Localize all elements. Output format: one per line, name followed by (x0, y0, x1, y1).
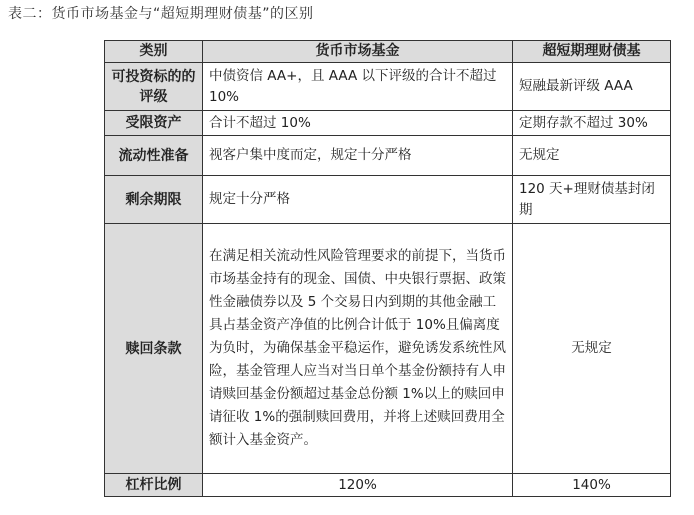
cell-ultra-remaining-maturity: 120 天+理财债基封闭期 (513, 176, 671, 224)
row-label-remaining-maturity: 剩余期限 (105, 176, 203, 224)
header-category: 类别 (105, 41, 203, 63)
cell-money-liquidity-reserve: 视客户集中度而定，规定十分严格 (203, 136, 513, 176)
row-label-leverage-ratio: 杠杆比例 (105, 474, 203, 497)
row-label-liquidity-reserve: 流动性准备 (105, 136, 203, 176)
row-label-redemption-terms: 赎回条款 (105, 224, 203, 474)
cell-money-rating: 中债资信 AA+，且 AAA 以下评级的合计不超过 10% (203, 63, 513, 111)
table-caption: 表二：货币市场基金与“超短期理财债基”的区别 (8, 6, 314, 22)
table-row (105, 136, 671, 176)
header-money-market-fund: 货币市场基金 (203, 41, 513, 63)
cell-ultra-redemption-terms: 无规定 (513, 224, 671, 474)
cell-money-restricted-assets: 合计不超过 10% (203, 111, 513, 136)
table-row (105, 474, 671, 497)
table-row (105, 176, 671, 224)
row-label-restricted-assets: 受限资产 (105, 111, 203, 136)
comparison-table (104, 40, 671, 497)
row-label-rating: 可投资标的的评级 (105, 63, 203, 111)
table-row (105, 111, 671, 136)
cell-ultra-rating: 短融最新评级 AAA (513, 63, 671, 111)
table-row (105, 224, 671, 474)
cell-money-redemption-terms: 在满足相关流动性风险管理要求的前提下，当货币市场基金持有的现金、国债、中央银行票据、政策性金融债券以及 5 个交易日内到期的其他金融工具占基金资产净值的比例合计低于 10%且偏离度为负时，为确保基金平稳运作，避免诱发系统性风险，基金管理人应当对当日单个基金份额持有人申请赎回基金份额超过基金总份额 1%以上的赎回申请征收 1%的强制赎回费用，并将上述赎回费用全额计入基金资产。 (203, 224, 513, 474)
cell-money-leverage-ratio: 120% (203, 474, 513, 497)
cell-money-remaining-maturity: 规定十分严格 (203, 176, 513, 224)
table-header-row (105, 41, 671, 63)
cell-ultra-leverage-ratio: 140% (513, 474, 671, 497)
cell-ultra-restricted-assets: 定期存款不超过 30% (513, 111, 671, 136)
table-row (105, 63, 671, 111)
cell-ultra-liquidity-reserve: 无规定 (513, 136, 671, 176)
header-ultra-short-bond-fund: 超短期理财债基 (513, 41, 671, 63)
